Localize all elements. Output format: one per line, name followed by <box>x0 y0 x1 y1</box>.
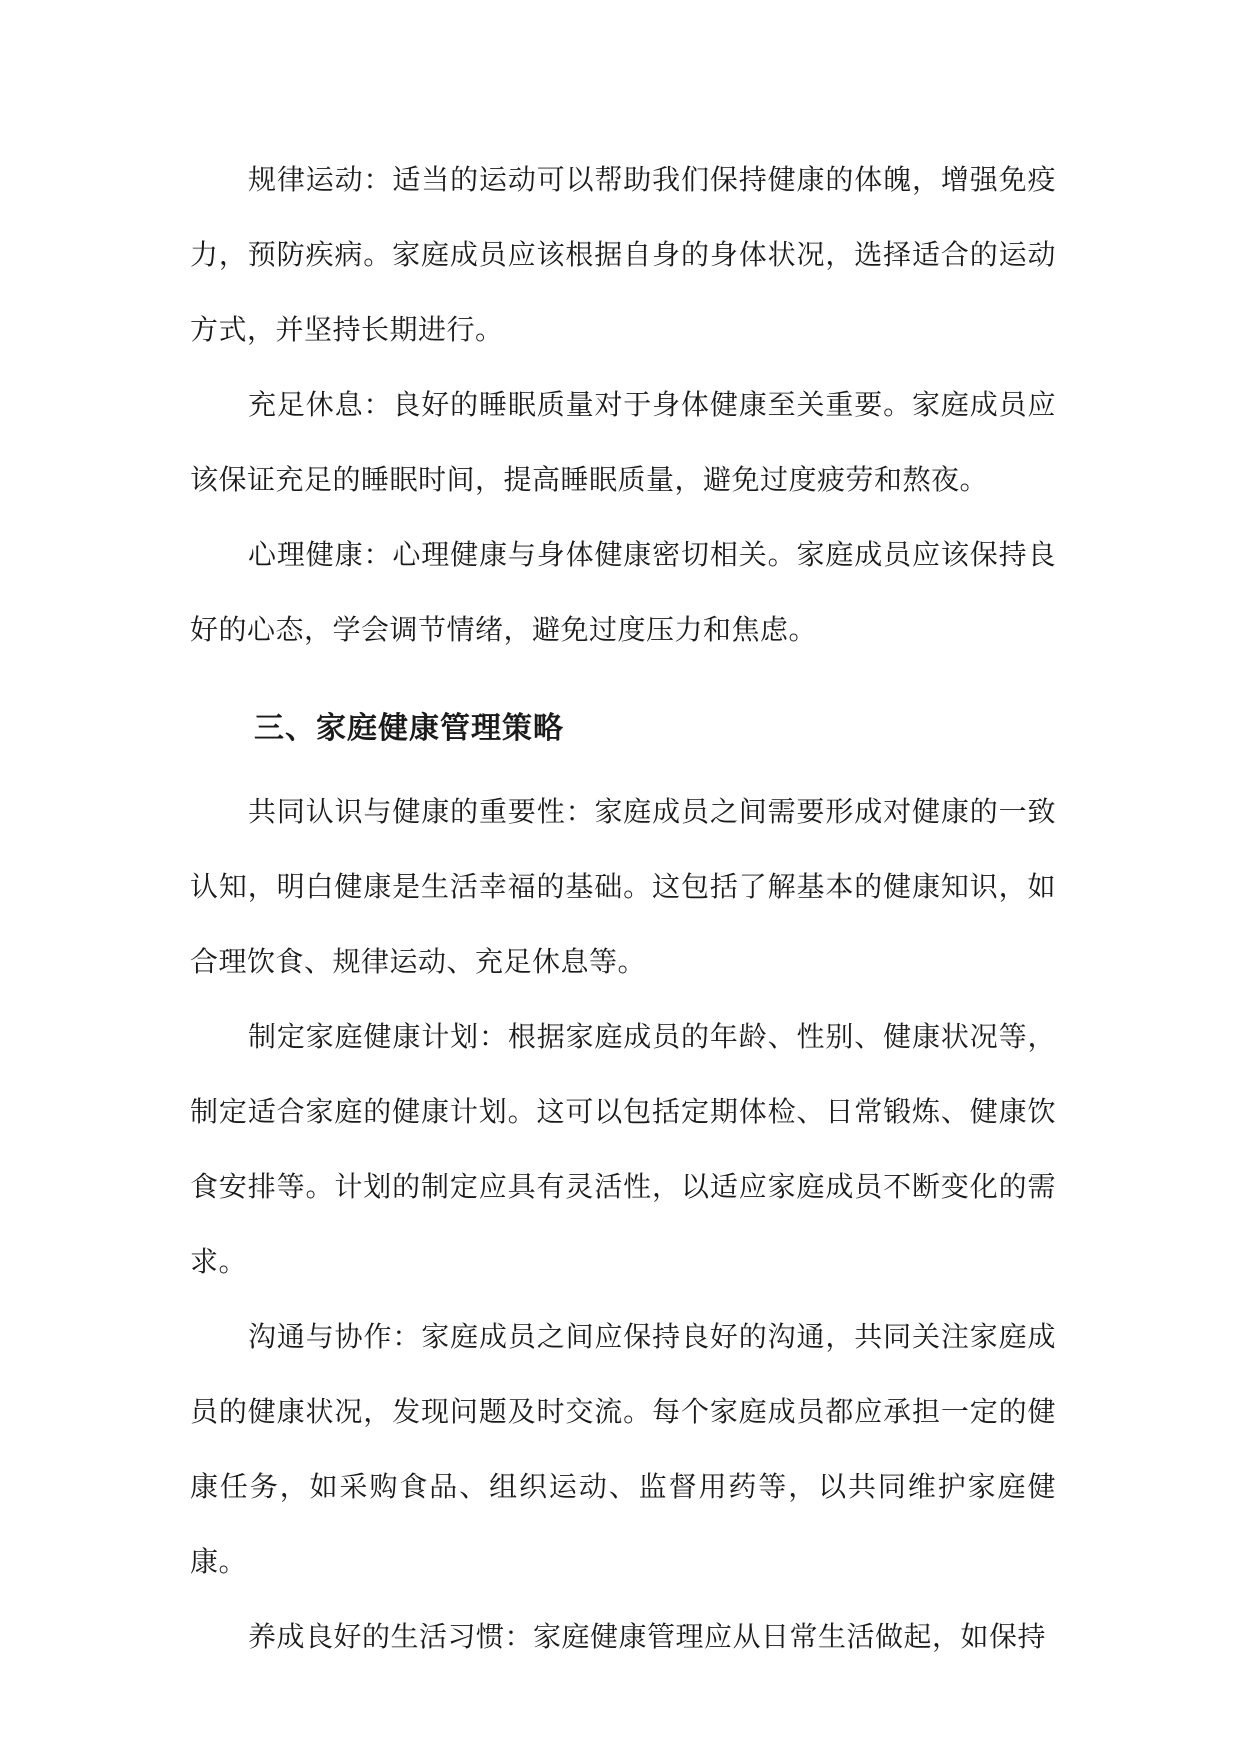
paragraph-communication: 沟通与协作：家庭成员之间应保持良好的沟通，共同关注家庭成员的健康状况，发现问题及时交流。每个家庭成员都应承担一定的健康任务，如采购食品、组织运动、监督用药等，以共同维护家庭健康。 <box>190 1320 1056 1578</box>
paragraph-adequate-rest: 充足休息：良好的睡眠质量对于身体健康至关重要。家庭成员应该保证充足的睡眠时间，提高睡眠质量，避免过度疲劳和熬夜。 <box>190 388 1056 496</box>
section-heading: 三、家庭健康管理策略 <box>254 711 564 746</box>
paragraph-shared-awareness: 共同认识与健康的重要性：家庭成员之间需要形成对健康的一致认知，明白健康是生活幸福的基础。这包括了解基本的健康知识，如合理饮食、规律运动、充足休息等。 <box>190 795 1056 978</box>
paragraph-health-plan: 制定家庭健康计划：根据家庭成员的年龄、性别、健康状况等，制定适合家庭的健康计划。这可以包括定期体检、日常锻炼、健康饮食安排等。计划的制定应具有灵活性，以适应家庭成员不断变化的需求。 <box>190 1020 1056 1278</box>
paragraph-mental-health: 心理健康：心理健康与身体健康密切相关。家庭成员应该保持良好的心态，学会调节情绪，避免过度压力和焦虑。 <box>190 538 1056 646</box>
paragraph-regular-exercise: 规律运动：适当的运动可以帮助我们保持健康的体魄，增强免疫力，预防疾病。家庭成员应该根据自身的身体状况，选择适合的运动方式，并坚持长期进行。 <box>190 163 1056 346</box>
document-body <box>190 142 1056 1674</box>
paragraph-good-habits: 养成良好的生活习惯：家庭健康管理应从日常生活做起，如保持 <box>248 1620 1047 1653</box>
